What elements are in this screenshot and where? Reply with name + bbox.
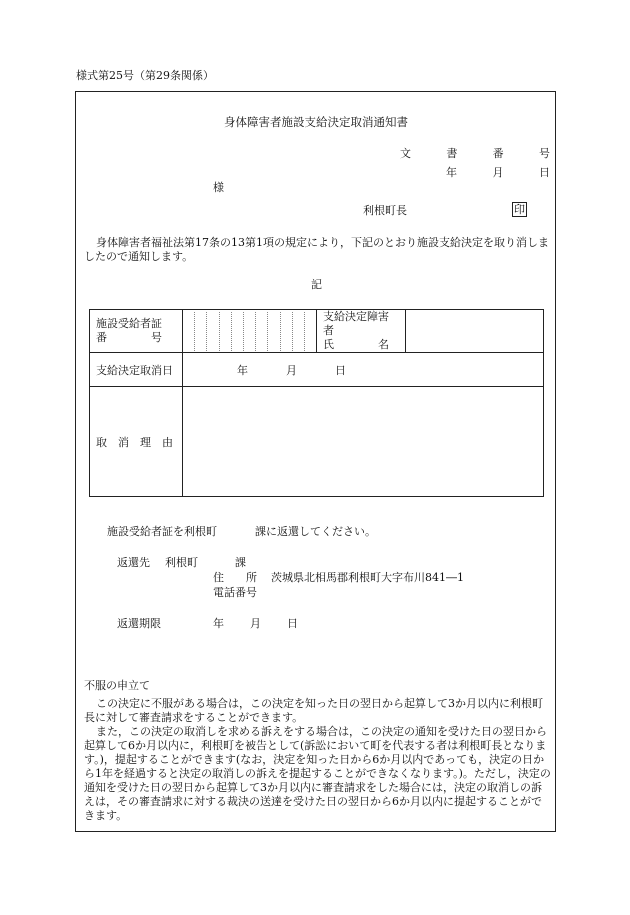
addressee-suffix: 様 bbox=[213, 181, 224, 194]
recipient-name-label: 支給決定障害者 氏 名 bbox=[317, 310, 406, 353]
recipient-name-field[interactable] bbox=[406, 310, 544, 353]
cancel-date-field[interactable]: 年 月 日 bbox=[183, 353, 544, 387]
appeal-paragraph-1: この決定に不服がある場合は，この決定を知った日の翌日から起算して3か月以内に利根町長に対して審査請求をすることができます。 bbox=[84, 697, 543, 724]
cert-number-label: 施設受給者証 番 号 bbox=[90, 310, 183, 353]
return-to-dept: 課 bbox=[235, 556, 246, 569]
appeal-paragraph-2: また，この決定の取消しを求める訴えをする場合は，この決定の通知を受けた日の翌日から起算して6か月以内に，利根町を被告として(訴訟において町を代表する者は利根町長となります。)，提起することができます(なお，決定を知った日から6か月以内であっても，決定の日から1年を経過すると決定の取消しの訴えを提起することができなくなります。)。ただし，決定の通知を受けた日の翌日から起算して3か月以内に審査請求をした場合には，決定の取消しの訴えは，その審査請求に対する裁決の送達を受けた日の翌日から6か月以内に提起することができます。 bbox=[84, 725, 551, 822]
address-value: 茨城県北相馬郡利根町大字布川841―1 bbox=[271, 571, 464, 584]
seal-mark: 印 bbox=[514, 203, 525, 216]
cancel-date-label: 支給決定取消日 bbox=[90, 353, 183, 387]
cert-number-field[interactable] bbox=[183, 310, 317, 353]
return-deadline-label: 返還期限 bbox=[117, 617, 161, 630]
return-to-town: 利根町 bbox=[165, 556, 198, 569]
ki-heading: 記 bbox=[311, 278, 322, 291]
cancellation-details-table bbox=[89, 309, 544, 497]
return-instruction: 施設受給者証を利根町 課に返還してください。 bbox=[107, 525, 376, 538]
issue-date: 年 月 日 bbox=[446, 166, 550, 179]
document-title: 身体障害者施設支給決定取消通知書 bbox=[224, 115, 408, 129]
cancel-reason-field[interactable] bbox=[183, 387, 544, 497]
address-label: 住 所 bbox=[213, 571, 257, 584]
cancel-reason-label: 取 消 理 由 bbox=[90, 387, 183, 497]
intro-paragraph: 身体障害者福祉法第17条の13第1項の規定により，下記のとおり施設支給決定を取り消しましたので通知します。 bbox=[84, 236, 549, 263]
appeal-heading: 不服の申立て bbox=[84, 679, 150, 692]
return-deadline-date: 年 月 日 bbox=[213, 617, 298, 630]
issuer-name: 利根町長 bbox=[363, 204, 407, 217]
document-reference-number: 文 書 番 号 bbox=[400, 147, 550, 160]
form-number: 様式第25号（第29条関係） bbox=[76, 69, 214, 82]
return-to-label: 返還先 bbox=[117, 556, 150, 569]
phone-label: 電話番号 bbox=[213, 586, 257, 599]
